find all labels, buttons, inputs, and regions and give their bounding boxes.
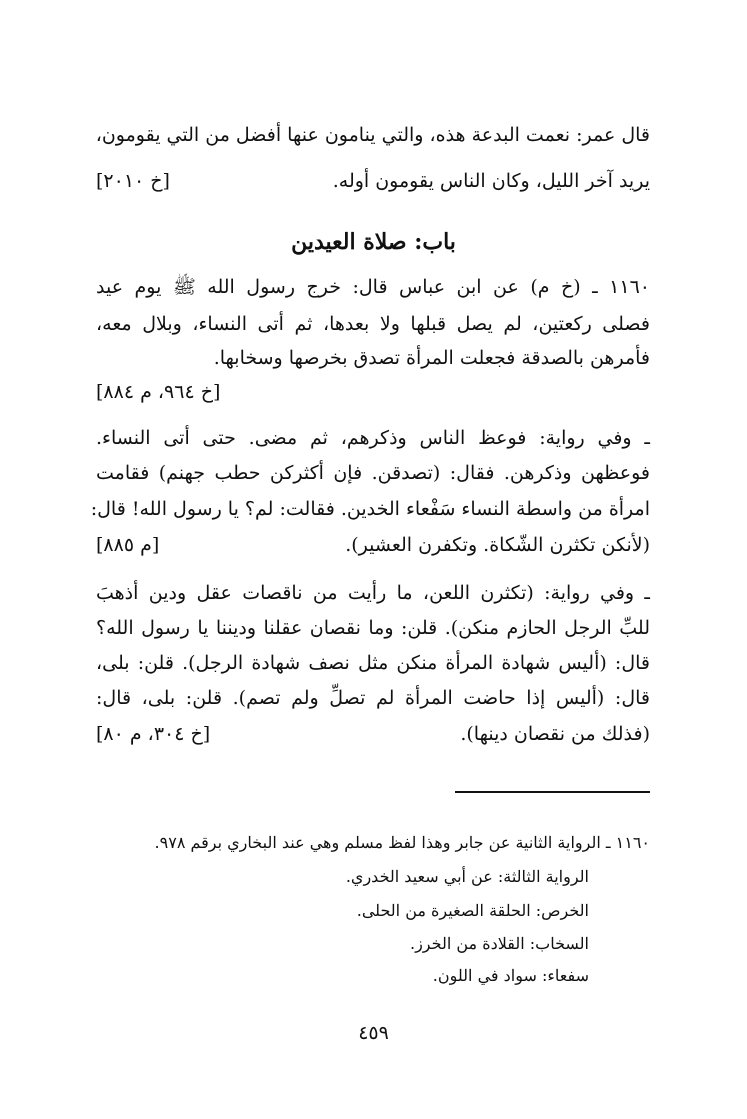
- footnote-line: سفعاء: سواد في اللون.: [432, 966, 589, 985]
- reference-citation: [خ ٩٦٤، م ٨٨٤]: [96, 381, 221, 403]
- footnote-separator: [455, 791, 650, 793]
- text-line: يريد آخر الليل، وكان الناس يقومون أوله.: [332, 170, 650, 192]
- reference-citation: [خ ٢٠١٠]: [96, 170, 170, 192]
- text-line: امرأة من واسطة النساء سَفْعاء الخدين. فقالت: لم؟ يا رسول الله! قال:: [90, 498, 650, 520]
- footnote-line: ١١٦٠ ـ الرواية الثانية عن جابر وهذا لفظ مسلم وهي عند البخاري برقم ٩٧٨.: [154, 833, 650, 852]
- text-line: ١١٦٠ ـ (خ م) عن ابن عباس قال: خرج رسول الله ﷺ يوم عيد: [96, 276, 650, 298]
- text-line: ـ وفي رواية: فوعظ الناس وذكرهم، ثم مضى. حتى أتى النساء.: [96, 427, 650, 449]
- text-line: للبِّ الرجل الحازم منكن). قلن: وما نقصان عقلنا وديننا يا رسول الله؟: [96, 617, 650, 639]
- reference-citation: [م ٨٨٥]: [96, 534, 160, 556]
- text-line: فوعظهن وذكرهن. فقال: (تصدقن. فإن أكثركن حطب جهنم) فقامت: [96, 462, 650, 484]
- text-line: قال: (أليس شهادة المرأة منكن مثل نصف شهادة الرجل). قلن: بلى،: [96, 652, 650, 674]
- text-line: (لأنكن تكثرن الشّكاة. وتكفرن العشير).: [345, 534, 650, 556]
- text-line: (فذلك من نقصان دينها).: [460, 723, 650, 745]
- text-line: قال: (أليس إذا حاضت المرأة لم تصلِّ ولم تصم). قلن: بلى، قال:: [96, 687, 650, 709]
- footnote-line: الخرص: الحلقة الصغيرة من الحلى.: [356, 901, 589, 920]
- section-heading: باب: صلاة العيدين: [291, 229, 456, 255]
- footnote-line: الرواية الثالثة: عن أبي سعيد الخدري.: [345, 867, 589, 886]
- footnote-line: السخاب: القلادة من الخرز.: [409, 934, 589, 953]
- reference-citation: [خ ٣٠٤، م ٨٠]: [96, 723, 211, 745]
- page-number: ٤٥٩: [358, 1022, 389, 1044]
- text-line: قال عمر: نعمت البدعة هذه، والتي ينامون عنها أفضل من التي يقومون،: [95, 124, 650, 146]
- text-line: فأمرهن بالصدقة فجعلت المرأة تصدق بخرصها وسخابها.: [213, 347, 650, 369]
- text-line: ـ وفي رواية: (تكثرن اللعن، ما رأيت من ناقصات عقل ودين أذهبَ: [96, 582, 650, 604]
- text-line: فصلى ركعتين، لم يصل قبلها ولا بعدها، ثم أتى النساء، وبلال معه،: [96, 313, 650, 335]
